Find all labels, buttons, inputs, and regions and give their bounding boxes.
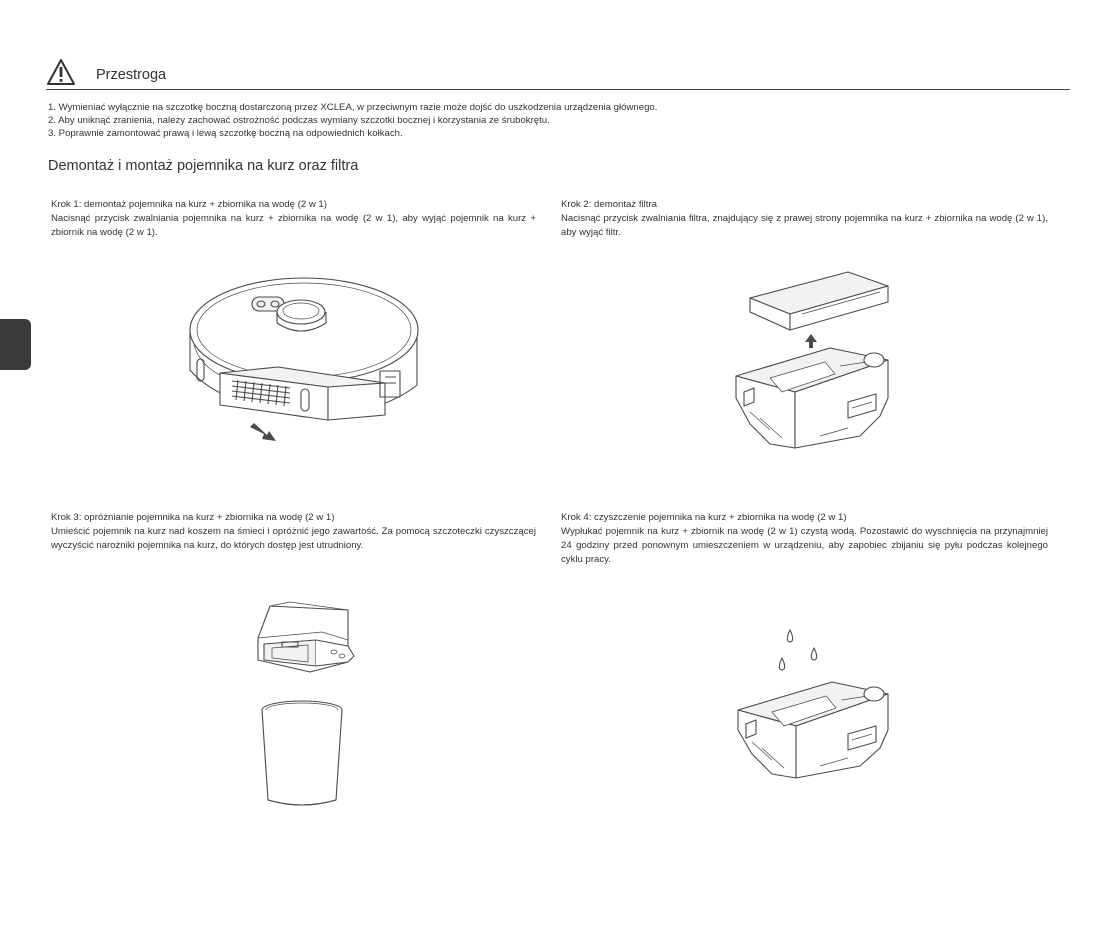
step-title: Krok 3: opróżnianie pojemnika na kurz + zbiornika na wodę (2 w 1) <box>51 512 335 523</box>
section-title: Demontaż i montaż pojemnika na kurz oraz filtra <box>48 158 359 174</box>
water-drop-icon <box>787 630 792 642</box>
water-drop-icon <box>779 658 784 670</box>
step-1 <box>51 198 536 240</box>
step-body: Nacisnąć przycisk zwalniania filtra, znajdujący się z prawej strony pojemnika na kurz + zbiornika na wodę (2 w 1), aby wyjąć filtr. <box>561 213 1048 238</box>
rinse-dustbin-illustration <box>734 628 894 783</box>
header-divider <box>46 89 1070 90</box>
step-title: Krok 4: czyszczenie pojemnika na kurz + zbiornika na wodę (2 w 1) <box>561 512 847 523</box>
step-3 <box>51 511 536 553</box>
warning-triangle-icon <box>46 58 76 86</box>
step-2 <box>561 198 1048 240</box>
step-body: Wypłukać pojemnik na kurz + zbiornik na wodę (2 w 1) czystą wodą. Pozostawić do wyschnięcia na przynajmniej 24 godziny przed ponownym umieszczeniem w urządzeniu, aby zapobiec zbijaniu się pyłu podczas kolejnego cyklu pracy. <box>561 526 1048 565</box>
step-body: Umieścić pojemnik na kurz nad koszem na śmieci i opróżnić jego zawartość. Za pomocą szczoteczki czyszczącej wyczyścić narożniki pojemnika na kurz, do których dostęp jest utrudniony. <box>51 526 536 551</box>
robot-vacuum-illustration <box>180 275 430 450</box>
caution-notes <box>48 101 657 141</box>
step-title: Krok 2: demontaż filtra <box>561 199 657 210</box>
caution-note: 2. Aby uniknąć zranienia, należy zachować ostrożność podczas wymiany szczotki bocznej i korzystania ze śrubokrętu. <box>48 115 550 127</box>
water-drop-icon <box>811 648 816 660</box>
step-title: Krok 1: demontaż pojemnika na kurz + zbiornika na wodę (2 w 1) <box>51 199 327 210</box>
filter-removal-illustration <box>730 268 895 453</box>
caution-note: 3. Poprawnie zamontować prawą i lewą szczotkę boczną na odpowiednich kołkach. <box>48 128 403 140</box>
step-4 <box>561 511 1048 567</box>
empty-dustbin-illustration <box>250 600 365 810</box>
caution-note: 1. Wymieniać wyłącznie na szczotkę boczną dostarczoną przez XCLEA, w przeciwnym razie może dojść do uszkodzenia urządzenia głównego. <box>48 102 658 113</box>
chapter-tab <box>0 319 31 370</box>
step-body: Nacisnąć przycisk zwalniania pojemnika na kurz + zbiornika na wodę (2 w 1), aby wyjąć pojemnik na kurz + zbiornik na wodę (2 w 1). <box>51 213 536 238</box>
caution-title: Przestroga <box>96 67 167 83</box>
